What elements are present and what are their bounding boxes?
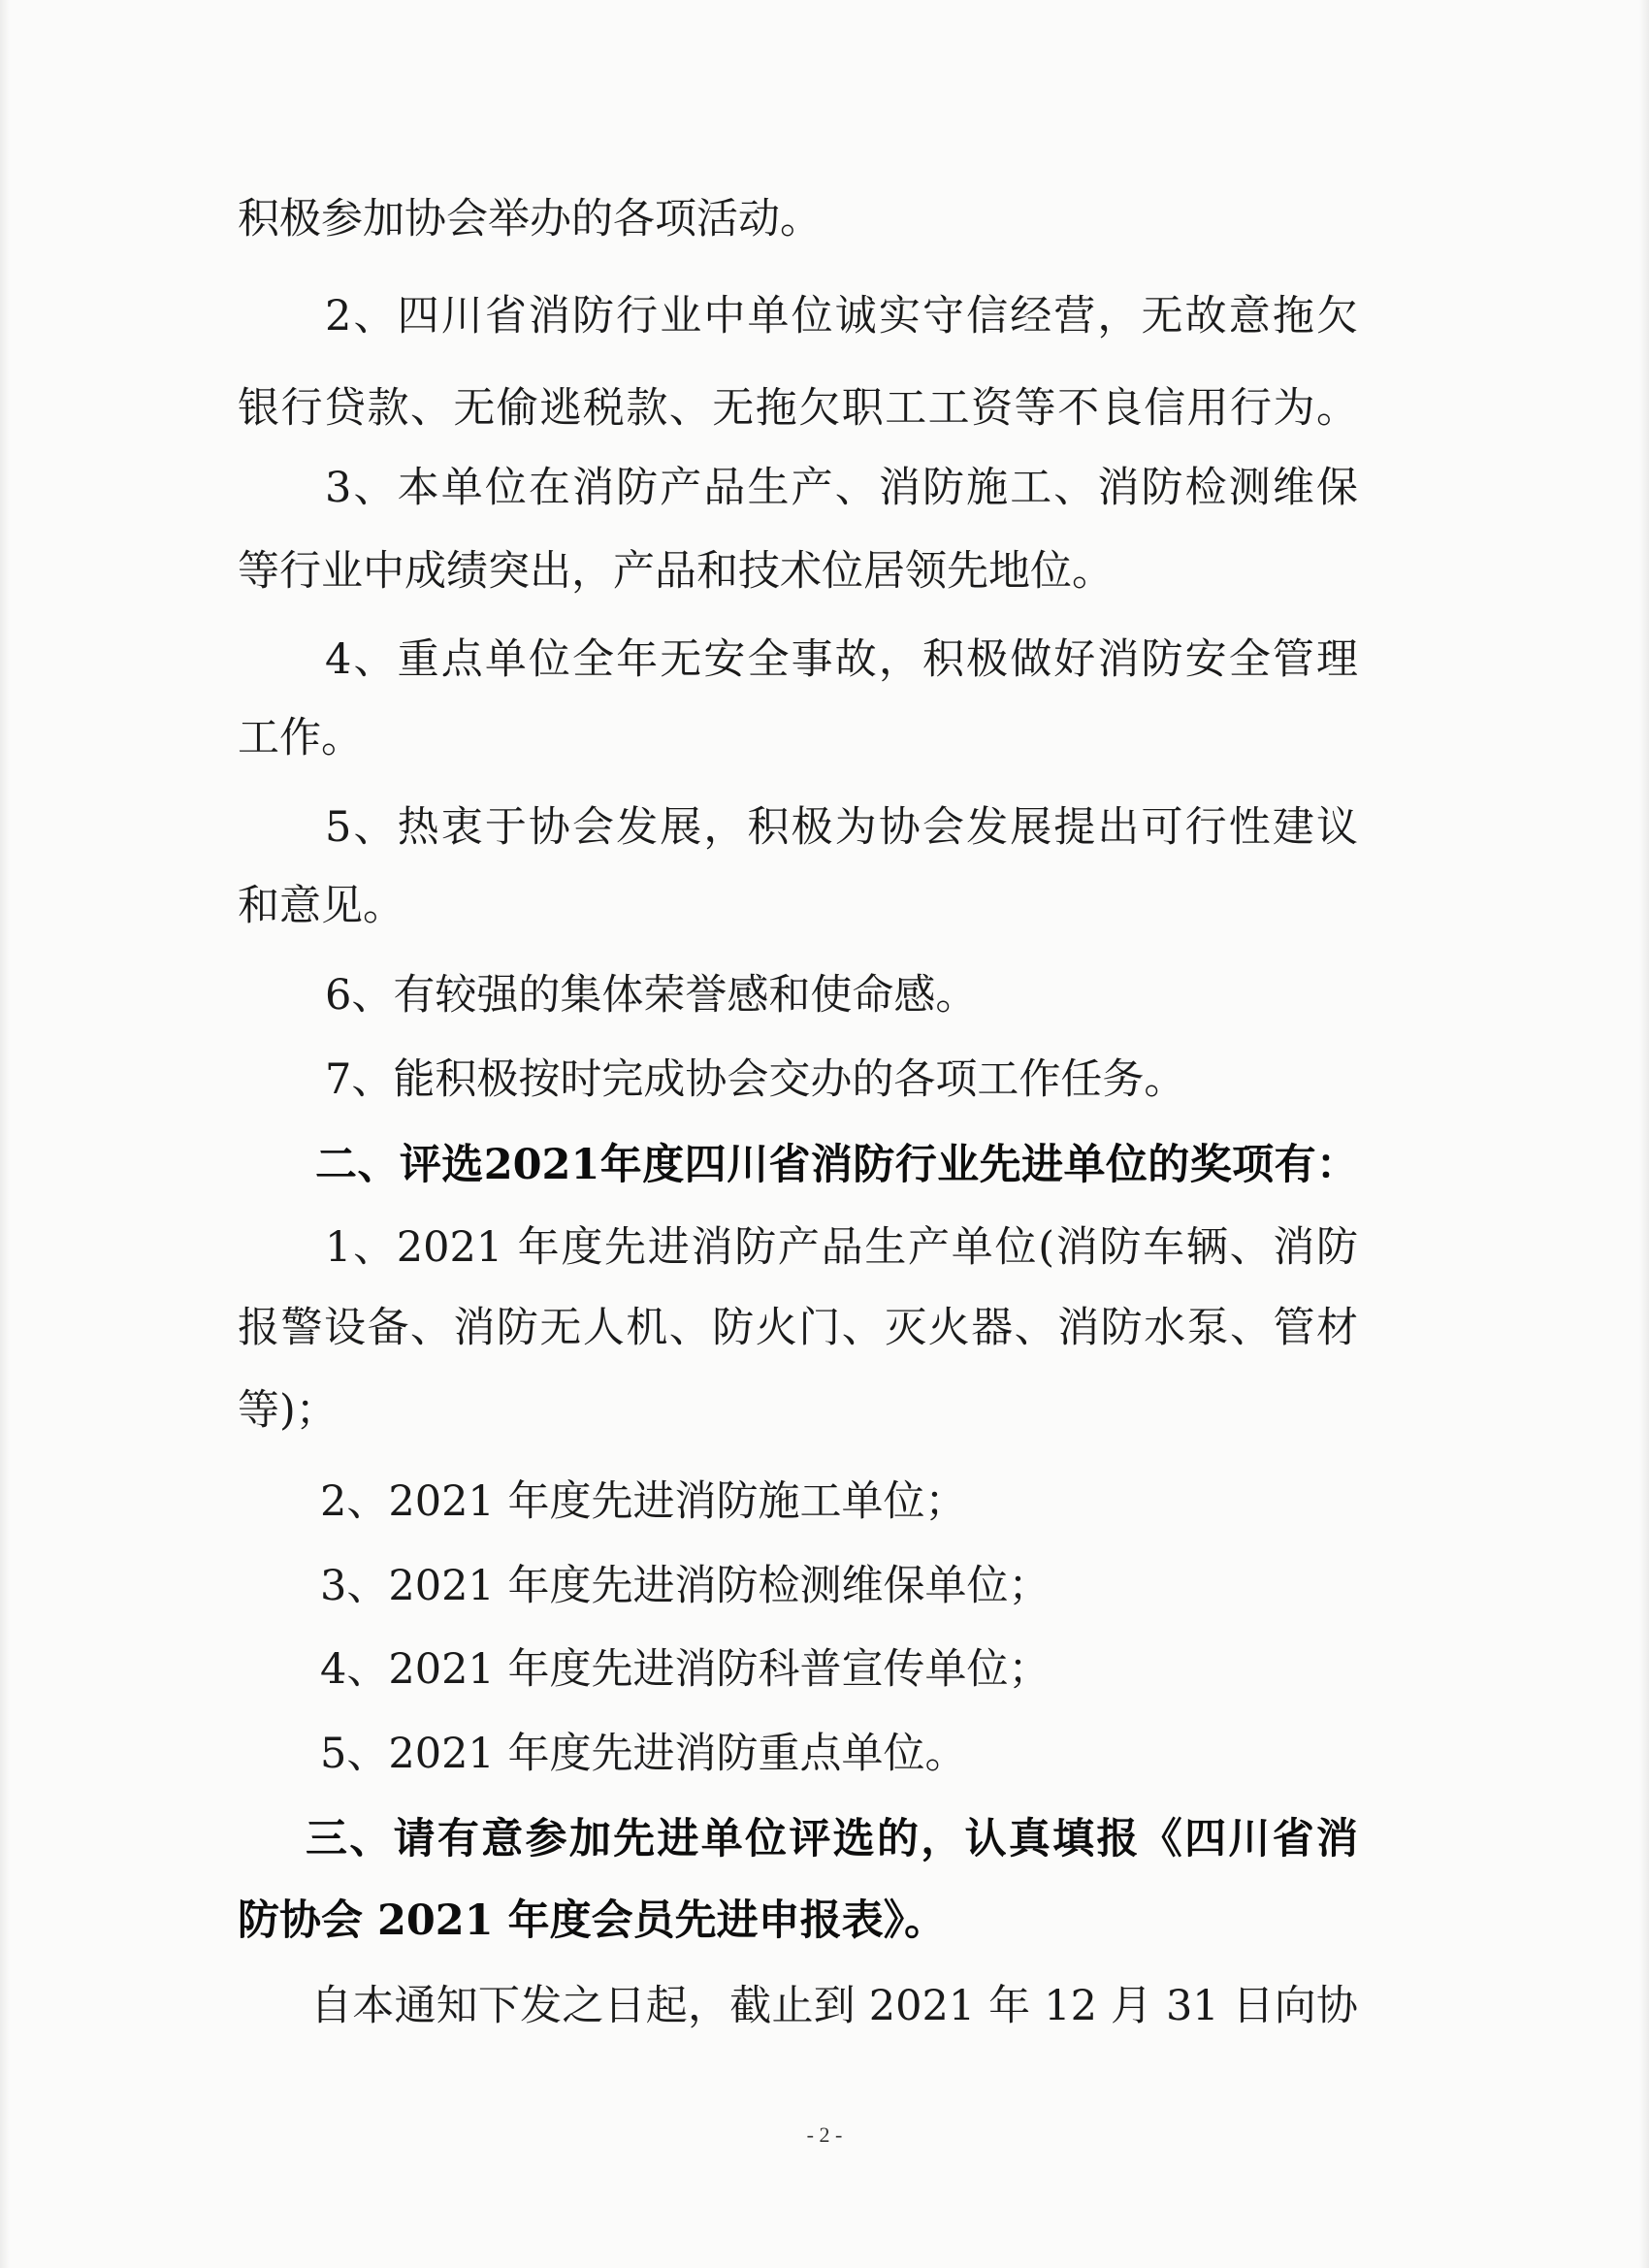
text-line: 4、重点单位全年无安全事故，积极做好消防安全管理 <box>325 635 1358 684</box>
text-line: 报警设备、消防无人机、防火门、灭火器、消防水泵、管材 <box>238 1304 1358 1352</box>
page-number: - 2 - <box>806 2122 843 2147</box>
text-line: 1、2021 年度先进消防产品生产单位(消防车辆、消防 <box>325 1223 1358 1272</box>
text-line: 和意见。 <box>238 882 404 930</box>
text-line: 6、有较强的集体荣誉感和使命感。 <box>325 971 978 1020</box>
text-line: 自本通知下发之日起，截止到 2021 年 12 月 31 日向协 <box>310 1982 1358 2030</box>
section-heading: 防协会 2021 年度会员先进申报表》。 <box>238 1896 947 1945</box>
section-heading: 三、请有意参加先进单位评选的，认真填报《四川省消 <box>306 1815 1358 1863</box>
text-line: 2、四川省消防行业中单位诚实守信经营，无故意拖欠 <box>325 292 1358 340</box>
text-line: 等)； <box>238 1386 338 1435</box>
text-line: 7、能积极按时完成协会交办的各项工作任务。 <box>325 1055 1186 1104</box>
text-line: 积极参加协会举办的各项活动。 <box>238 195 822 243</box>
text-line: 5、热衷于协会发展，积极为协会发展提出可行性建议 <box>325 803 1358 852</box>
text-line: 3、2021 年度先进消防检测维保单位； <box>320 1562 1051 1610</box>
text-line: 工作。 <box>238 714 363 762</box>
text-line: 银行贷款、无偷逃税款、无拖欠职工工资等不良信用行为。 <box>238 384 1358 433</box>
text-line: 等行业中成绩突出，产品和技术位居领先地位。 <box>238 547 1114 596</box>
text-line: 4、2021 年度先进消防科普宣传单位； <box>320 1645 1051 1694</box>
text-line: 3、本单位在消防产品生产、消防施工、消防检测维保 <box>325 464 1358 512</box>
text-line: 2、2021 年度先进消防施工单位； <box>320 1477 967 1526</box>
text-line: 5、2021 年度先进消防重点单位。 <box>320 1730 967 1778</box>
section-heading: 二、评选2021年度四川省消防行业先进单位的奖项有： <box>315 1141 1358 1189</box>
